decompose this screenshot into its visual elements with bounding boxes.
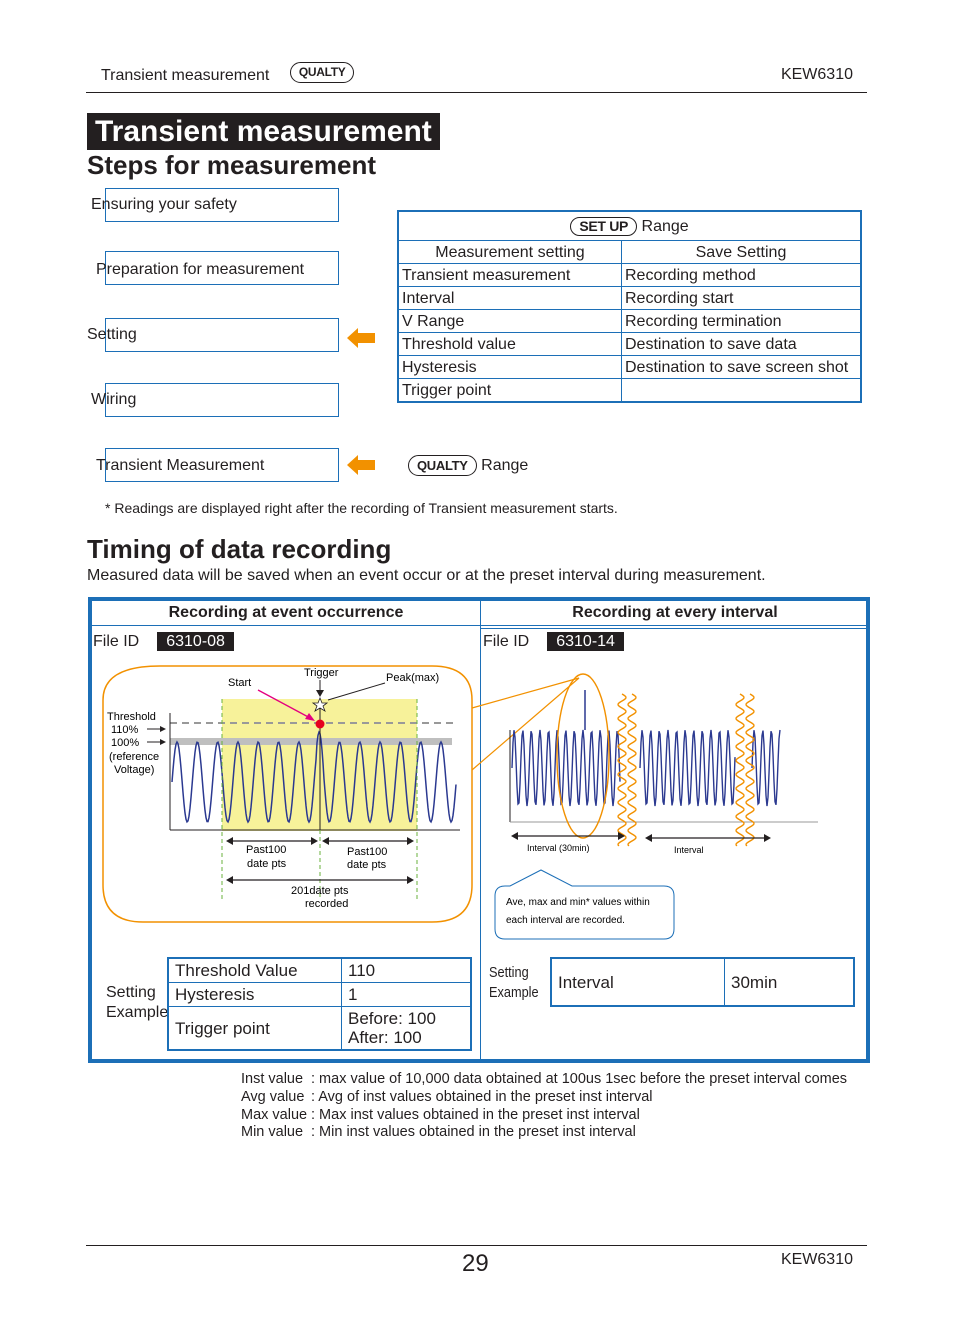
definition-item [241,1124,636,1140]
setup-range-label: Range [641,217,689,235]
arrow-head [645,834,652,842]
definition-desc: : Max inst values obtained in the preset inst interval [311,1107,640,1123]
label-start: Start [228,677,252,689]
arrow-head [407,837,414,845]
arrow-head [511,832,518,840]
table-row [551,958,854,1006]
step-box-setting [105,318,339,352]
break-line [746,694,754,846]
table-header: Measurement setting [398,241,622,264]
arrow-head [226,876,233,884]
zoom-connector [472,678,579,770]
example-label: Example [489,984,539,1001]
setting-example-right [489,963,539,1003]
trigger-before: Before: 100 [348,1009,436,1028]
header-divider [86,92,867,93]
arrow-head [322,837,329,845]
break-line [736,694,744,846]
setup-table [397,210,862,403]
table-cell [342,1007,472,1051]
callout-text-1: Ave, max and min* values within [506,897,650,908]
break-line [628,694,636,846]
table-row [398,264,861,287]
label-past2a: Past100 [347,846,388,858]
setting-example-left [106,983,168,1023]
definition-desc: : max value of 10,000 data obtained at 100us 1sec before the preset interval comes [311,1071,848,1087]
file-id-label: File ID [483,633,530,650]
table-cell: Hysteresis [168,983,342,1007]
definition-desc: : Avg of inst values obtained in the preset inst interval [311,1089,653,1105]
file-id-label: File ID [93,633,140,650]
table-cell: Recording termination [622,310,862,333]
definition-term: Avg value [241,1089,305,1105]
arrow-head [311,837,318,845]
table-cell: Destination to save screen shot [622,356,862,379]
table-row [398,287,861,310]
label-trigger: Trigger [304,667,339,679]
table-cell: Threshold value [398,333,622,356]
label-interval-30: Interval (30min) [527,843,590,853]
setting-label: Setting [489,964,529,981]
table-header-row [398,241,861,264]
table-cell: Threshold Value [168,958,342,983]
label-interval: Interval [674,845,704,855]
label-past1b: date pts [247,858,287,870]
step-label-setting: Setting [87,326,137,343]
table-row [398,211,861,241]
table-cell: Interval [551,958,725,1006]
event-heading: Recording at event occurrence [168,604,404,621]
definition-term: Inst value [241,1071,304,1087]
file-id-right [483,632,624,651]
arrow-head [160,726,166,732]
definition-item [241,1071,847,1087]
label-total-b: recorded [305,898,349,910]
arrow-left-icon [347,328,375,348]
setup-badge: SET UP [570,217,637,236]
label-110: 110% [111,724,139,736]
definition-item [241,1089,653,1105]
footer-model: KEW6310 [780,1251,853,1268]
label-voltage: Voltage) [114,764,155,776]
reference-band [170,738,452,745]
label-threshold: Threshold [107,711,156,723]
steps-heading: Steps for measurement [87,150,376,180]
event-settings-table [167,957,472,1051]
timing-heading: Timing of data recording [87,534,392,564]
panel-header-line [480,628,866,629]
definition-item [241,1107,640,1123]
header-section-title [101,66,354,87]
table-cell: Destination to save data [622,333,862,356]
example-label: Example [106,1004,169,1021]
step-label-wiring: Wiring [91,391,137,408]
step-label-safety: Ensuring your safety [91,196,237,213]
arrow-head [407,876,414,884]
quality-range-label: Range [481,457,529,474]
arrow-left-icon [347,455,375,475]
table-row [168,1007,471,1051]
page-number: 29 [462,1250,489,1277]
trigger-after: After: 100 [348,1028,422,1047]
label-past2b: date pts [347,859,387,871]
quality-badge: QUALTY [408,455,477,476]
step-label-preparation: Preparation for measurement [96,261,305,278]
page-title: Transient measurement [87,113,440,150]
table-cell: Trigger point [398,379,622,403]
file-id-value: 6310-14 [547,632,624,651]
footer-divider [86,1245,867,1246]
table-row [168,958,471,983]
label-past1a: Past100 [246,844,287,856]
header-model: KEW6310 [780,66,853,83]
table-cell: V Range [398,310,622,333]
table-cell: Hysteresis [398,356,622,379]
table-cell: 1 [342,983,472,1007]
callout-text-2: each interval are recorded. [506,915,625,926]
table-cell: Recording start [622,287,862,310]
peak-arrow [328,683,385,700]
arrow-head [226,837,233,845]
table-cell: 110 [342,958,472,983]
waveform-right [512,730,780,806]
panel-header-line [92,625,866,626]
definition-term: Max value [241,1107,308,1123]
step-box-wiring [105,383,339,417]
table-row [398,333,861,356]
arrow-head [764,834,771,842]
table-row [398,356,861,379]
header-section-text: Transient measurement [101,67,270,84]
trigger-arrow-head [316,690,324,697]
label-reference: (reference [109,751,160,763]
file-id-value: 6310-08 [157,632,234,651]
table-cell [622,379,862,403]
table-header: Save Setting [622,241,862,264]
definition-term: Min value [241,1124,304,1140]
definition-desc: : Min inst values obtained in the preset inst interval [311,1124,636,1140]
table-cell: Transient measurement [398,264,622,287]
timing-diagram [92,655,866,945]
label-peak: Peak(max) [386,672,440,684]
step-label-transient: Transient Measurement [96,457,265,474]
table-row [398,379,861,403]
file-id-left [93,632,234,651]
quality-range [408,455,528,476]
table-cell: Interval [398,287,622,310]
arrow-head [160,739,166,745]
table-cell: Trigger point [168,1007,342,1051]
table-row [168,983,471,1007]
table-cell: Recording method [622,264,862,287]
label-100: 100% [111,737,140,749]
quality-badge: QUALTY [290,62,355,83]
table-row [398,310,861,333]
trigger-point [316,720,325,729]
setting-label: Setting [106,984,156,1001]
interval-settings-table [550,957,855,1007]
table-cell: 30min [725,958,855,1006]
readings-note: * Readings are displayed right after the recording of Transient measurement starts. [105,500,618,516]
interval-heading: Recording at every interval [572,604,778,621]
label-total-a: 201date pts [291,885,349,897]
timing-intro: Measured data will be saved when an event occur or at the preset interval during measurement. [87,567,766,584]
